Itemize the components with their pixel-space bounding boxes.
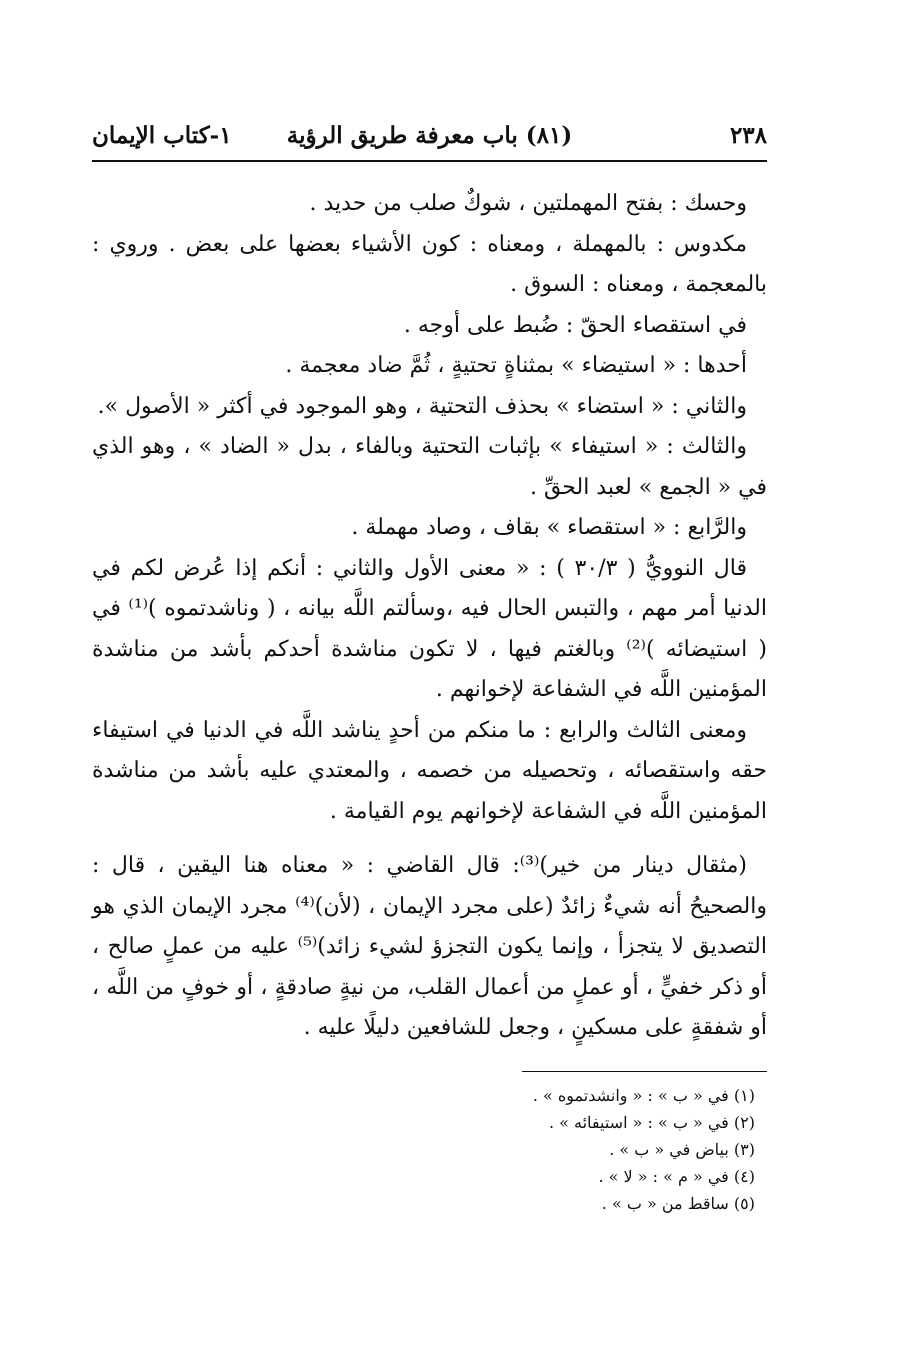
page-header: [92, 110, 767, 162]
paragraph: أحدها : « استيضاء » بمثناةٍ تحتيةٍ ، ثُمَّ ضاد معجمة .: [285, 353, 747, 378]
book-title: ١-كتاب الإيمان: [92, 122, 232, 149]
paragraph: ومعنى الثالث والرابع : ما منكم من أحدٍ يناشد اللَّه في الدنيا في استيفاء حقه واستقصائه ، وتحصيله من خصمه ، والمعتدي عليه بأشد من مناشدة المؤمنين اللَّه في الشفاعة لإخوانهم يوم القيامة .: [92, 717, 767, 824]
footnotes: [92, 1082, 767, 1217]
footnote: (٣) بياض في « ب » .: [609, 1139, 755, 1159]
paragraph: والثالث : « استيفاء » بإثبات التحتية وبالفاء ، بدل « الضاد » ، وهو الذي في « الجمع » لعبد الحقِّ .: [92, 434, 767, 500]
paragraph: وحسك : بفتح المهملتين ، شوكٌ صلب من حديد .: [309, 191, 747, 216]
paragraph: والرَّابع : « استقصاء » بقاف ، وصاد مهملة .: [351, 515, 747, 540]
footnote: (٥) ساقط من « ب » .: [601, 1193, 755, 1213]
paragraph: مكدوس : بالمهملة ، ومعناه : كون الأشياء بعضها على بعض . وروي : بالمعجمة ، ومعناه : السوق .: [92, 231, 767, 297]
paragraph: قال النوويُّ ( ٣٠/٣ ) : « معنى الأول والثاني : أنكم إذا عُرض لكم في الدنيا أمر مهم ، والتبس الحال فيه ،وسألتم اللَّه بيانه ، ( وناشدتموه )⁽¹⁾ في ( استيضائه )⁽²⁾ وبالغتم فيها ، لا تكون مناشدة أحدكم بأشد من مناشدة المؤمنين اللَّه في الشفاعة لإخوانهم .: [92, 555, 768, 702]
book-page: [92, 110, 767, 1217]
page-number: ٢٣٨: [729, 122, 767, 149]
paragraph: (مثقال دينار من خير)⁽³⁾: قال القاضي : « معناه هنا اليقين ، قال : والصحيحُ أنه شيءٌ زائدٌ (على مجرد الإيمان ، (لأن)⁽⁴⁾ مجرد الإيمان الذي هو التصديق لا يتجزأ ، وإنما يكون التجزؤ لشيء زائد)⁽⁵⁾ عليه من عملٍ صالح ، أو ذكر خفيٍّ ، أو عملٍ من أعمال القلب، من نيةٍ صادقةٍ ، أو خوفٍ من اللَّه ، أو شفقةٍ على مسكينٍ ، وجعل للشافعين دليلًا عليه .: [92, 853, 768, 1040]
paragraph: في استقصاء الحقّ : ضُبط على أوجه .: [403, 312, 747, 338]
footnote-separator: [522, 1071, 767, 1072]
paragraph: والثاني : « استضاء » بحذف التحتية ، وهو الموجود في أكثر « الأصول ».: [97, 393, 747, 419]
chapter-title: (٨١) باب معرفة طريق الرؤية: [286, 122, 573, 149]
footnote: (٢) في « ب » : « استيفائه » .: [548, 1112, 755, 1132]
footnote: (١) في « ب » : « وانشدتموه » .: [532, 1085, 755, 1105]
main-text: [92, 184, 767, 1049]
footnote: (٤) في « م » : « لا » .: [598, 1166, 755, 1186]
